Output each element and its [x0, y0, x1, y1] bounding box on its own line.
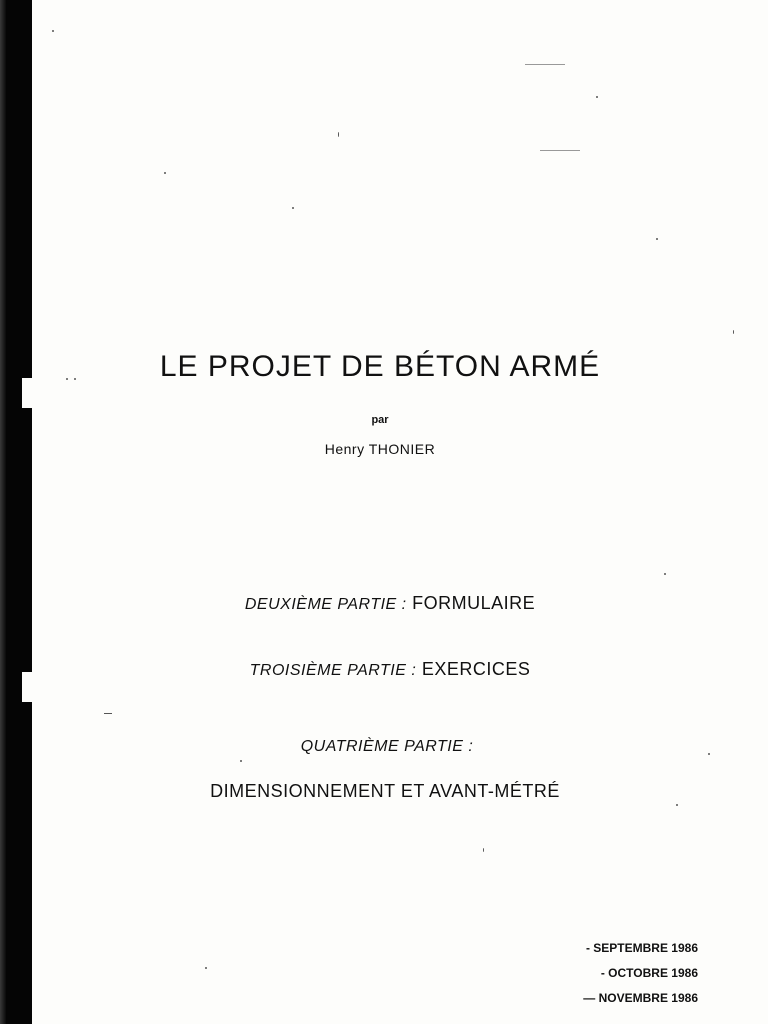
author-name: Henry THONIER: [324, 441, 436, 457]
edition-dates: [498, 936, 698, 1011]
binding-strip: [0, 0, 32, 1024]
part-two-text: FORMULAIRE: [412, 593, 536, 613]
part-three-text: EXERCICES: [421, 659, 531, 679]
edition-date: — NOVEMBRE 1986: [583, 991, 698, 1005]
edition-date: - OCTOBRE 1986: [600, 966, 698, 980]
document-title: LE PROJET DE BÉTON ARMÉ: [159, 350, 601, 383]
part-two: [0, 593, 768, 614]
part-four-label: QUATRIÈME PARTIE :: [300, 738, 474, 755]
part-three: [0, 659, 768, 680]
part-four-text: DIMENSIONNEMENT ET AVANT-MÉTRÉ: [210, 781, 560, 801]
by-label: par: [371, 414, 389, 426]
part-three-label: TROISIÈME PARTIE :: [249, 662, 417, 679]
edition-date: - SEPTEMBRE 1986: [585, 941, 698, 955]
part-two-label: DEUXIÈME PARTIE :: [244, 596, 407, 613]
